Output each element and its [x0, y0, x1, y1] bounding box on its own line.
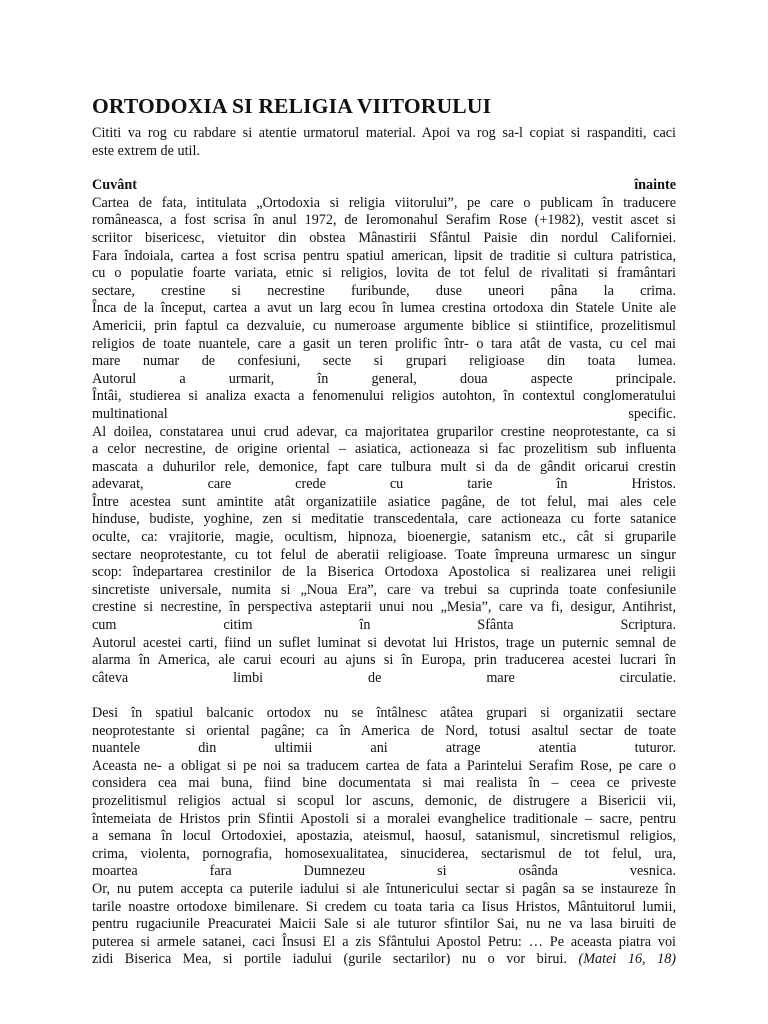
text-line: alarma în America, ale carui ecouri au ajuns si în Europa, prin traducerea acestei lucrari în: [92, 652, 676, 669]
intro-line: este extrem de util.: [92, 142, 200, 159]
text-line: Autorul acestei carti, fiind un suflet luminat si devotat lui Hristos, trage un puternic semnal de: [92, 634, 676, 651]
text-line: Autorul a urmarit, în general, doua aspecte principale.: [92, 370, 676, 387]
text-line: mascata a duhurilor rele, demonice, fapt care tulbura mult si da de gândit oricarui crestin: [92, 458, 676, 475]
page-title: ORTODOXIA SI RELIGIA VIITORULUI: [92, 94, 492, 118]
text-line: Între acestea sunt amintite atât organizatiile asiatice pagâne, de tot felul, mai ales cele: [92, 493, 676, 510]
text-line: crima, violenta, pornografia, homosexualitatea, sinuciderea, sectarismul de tot felul, ura,: [92, 845, 676, 862]
text-line: scriitor bisericesc, vietuitor din obstea Mânastirii Sfântul Paisie din nordul Californiei.: [92, 229, 676, 246]
body-text: [92, 195, 676, 952]
scripture-reference: (Matei 16, 18): [578, 951, 677, 968]
text-line: câteva limbi de mare circulatie.: [92, 669, 676, 686]
text-line: multinational specific.: [92, 405, 676, 422]
section-heading: [92, 177, 676, 195]
text-line: Înca de la început, cartea a avut un larg ecou în lumea crestina ortodoxa din Statele Unite ale: [92, 300, 676, 317]
intro-paragraph: [92, 125, 676, 160]
text-line: româneasca, a fost scrisa în anul 1972, de Ieromonahul Serafim Rose (+1982), vestit ascet si: [92, 212, 676, 229]
text-line: adevarat, care crede cu tarie în Hristos.: [92, 476, 676, 493]
text-line: pentru rugaciunile Preacuratei Maicii Sale si ale tuturor sfintilor Sai, nu ne va lasa biruiti de: [92, 916, 676, 933]
text-line: Americii, prin faptul ca dezvaluie, cu numeroase argumente biblice si stiintifice, prozelitismul: [92, 317, 676, 334]
text-line: Aceasta ne- a obligat si pe noi sa traducem cartea de fata a Parintelui Serafim Rose, pe care o: [92, 757, 676, 774]
text-line: scop: îndepartarea crestinilor de la Biserica Ortodoxa Apostolica si realizarea unei religii: [92, 564, 676, 581]
text-line: mare numar de confesiuni, secte si grupari religioase din toata lumea.: [92, 353, 676, 370]
text-line: religios de toate nuantele, care a gasit un teren prolific într- o tara atât de vasta, cu cel mai: [92, 335, 676, 352]
text-line: hinduse, budiste, yoghine, zen si meditatie transcedentala, care actioneaza cu forte satanice: [92, 511, 676, 528]
text-line: cu o populatie foarte variata, etnic si religios, lovita de tot felul de rivalitati si framântari: [92, 265, 676, 282]
heading-left: Cuvânt: [92, 177, 137, 194]
text-line: Întâi, studierea si analiza exacta a fenomenului religios autohton, în contextul conglomeratului: [92, 388, 676, 405]
text-line: prozelitismul religios actual si scopul lor ascuns, demonic, de distrugere a Bisericii vii,: [92, 792, 676, 809]
text-line: neoprotestante si oriental pagâne; ca în America de Nord, totusi asaltul sectar de toate: [92, 722, 676, 739]
text-line: puterea si armele satanei, caci Însusi El a zis Sfântului Apostol Petru: … Pe aceasta piatra voi: [92, 933, 676, 950]
text-line: a semana în locul Ortodoxiei, apostazia, ateismul, haosul, satanismul, sincretismul religios,: [92, 828, 676, 845]
text-line: Cartea de fata, intitulata „Ortodoxia si religia viitorului”, pe care o publicam în traducere: [92, 194, 676, 211]
text-line: cum citim în Sfânta Scriptura.: [92, 617, 676, 634]
text-line: întemeiata de Hristos prin Sfintii Apostoli si a moralei evanghelice traditionale – sacre, pentru: [92, 810, 676, 827]
text-line: sectare neoprotestante, cu tot felul de aberatii religioase. Toate împreuna urmaresc un singur: [92, 546, 676, 563]
final-line: [92, 951, 676, 969]
text-line: sectare, crestine si necrestine furibunde, duse uneori pâna la crima.: [92, 282, 676, 299]
text-line: a celor necrestine, de origine oriental – asiatica, actioneaza si fac prozelitism sub influenta: [92, 441, 676, 458]
text-line: considera cea mai buna, fiind bine documentata si mai realista în – ceea ce priveste: [92, 775, 676, 792]
text-line: sincretiste universale, numita si „Noua Era”, care va trebui sa cuprinda toate confesiunile: [92, 581, 676, 598]
text-line: moartea fara Dumnezeu si osânda vesnica.: [92, 863, 676, 880]
text-line: Or, nu putem accepta ca puterile iadului si ale întunericului sectar si pagân sa se instaureze în: [92, 880, 676, 897]
intro-line: Cititi va rog cu rabdare si atentie urmatorul material. Apoi va rog sa-l copiat si raspanditi, caci: [92, 125, 676, 141]
text-line: crestine si necrestine, în perspectiva asteptarii unui nou „Mesia”, care va fi, desigur, Antihrist,: [92, 599, 676, 616]
heading-right: înainte: [634, 177, 676, 194]
document-body: [92, 125, 676, 969]
text-line: Fara îndoiala, cartea a fost scrisa pentru spatiul american, lipsit de traditie si cultura patristica,: [92, 247, 676, 264]
text-line: Desi în spatiul balcanic ortodox nu se întâlnesc atâtea grupari si organizatii sectare: [92, 705, 676, 721]
paragraph-gap: [92, 687, 676, 705]
text-line: tarile noastre ortodoxe bimilenare. Si credem cu toata taria ca Iisus Hristos, Mântuitorul lumii,: [92, 898, 676, 915]
text-line: oculte, ca: vrajitorie, magie, ocultism, hipnoza, bioenergie, satanism etc., cât si gruparile: [92, 529, 676, 546]
text-line: nuantele din ultimii ani atrage atentia tuturor.: [92, 740, 676, 757]
text-line: Al doilea, constatarea unui crud adevar, ca majoritatea gruparilor crestine neoprotestante, ca si: [92, 423, 676, 440]
final-text: zidi Biserica Mea, si portile iadului (gurile sectarilor) nu o vor birui.: [92, 951, 567, 968]
